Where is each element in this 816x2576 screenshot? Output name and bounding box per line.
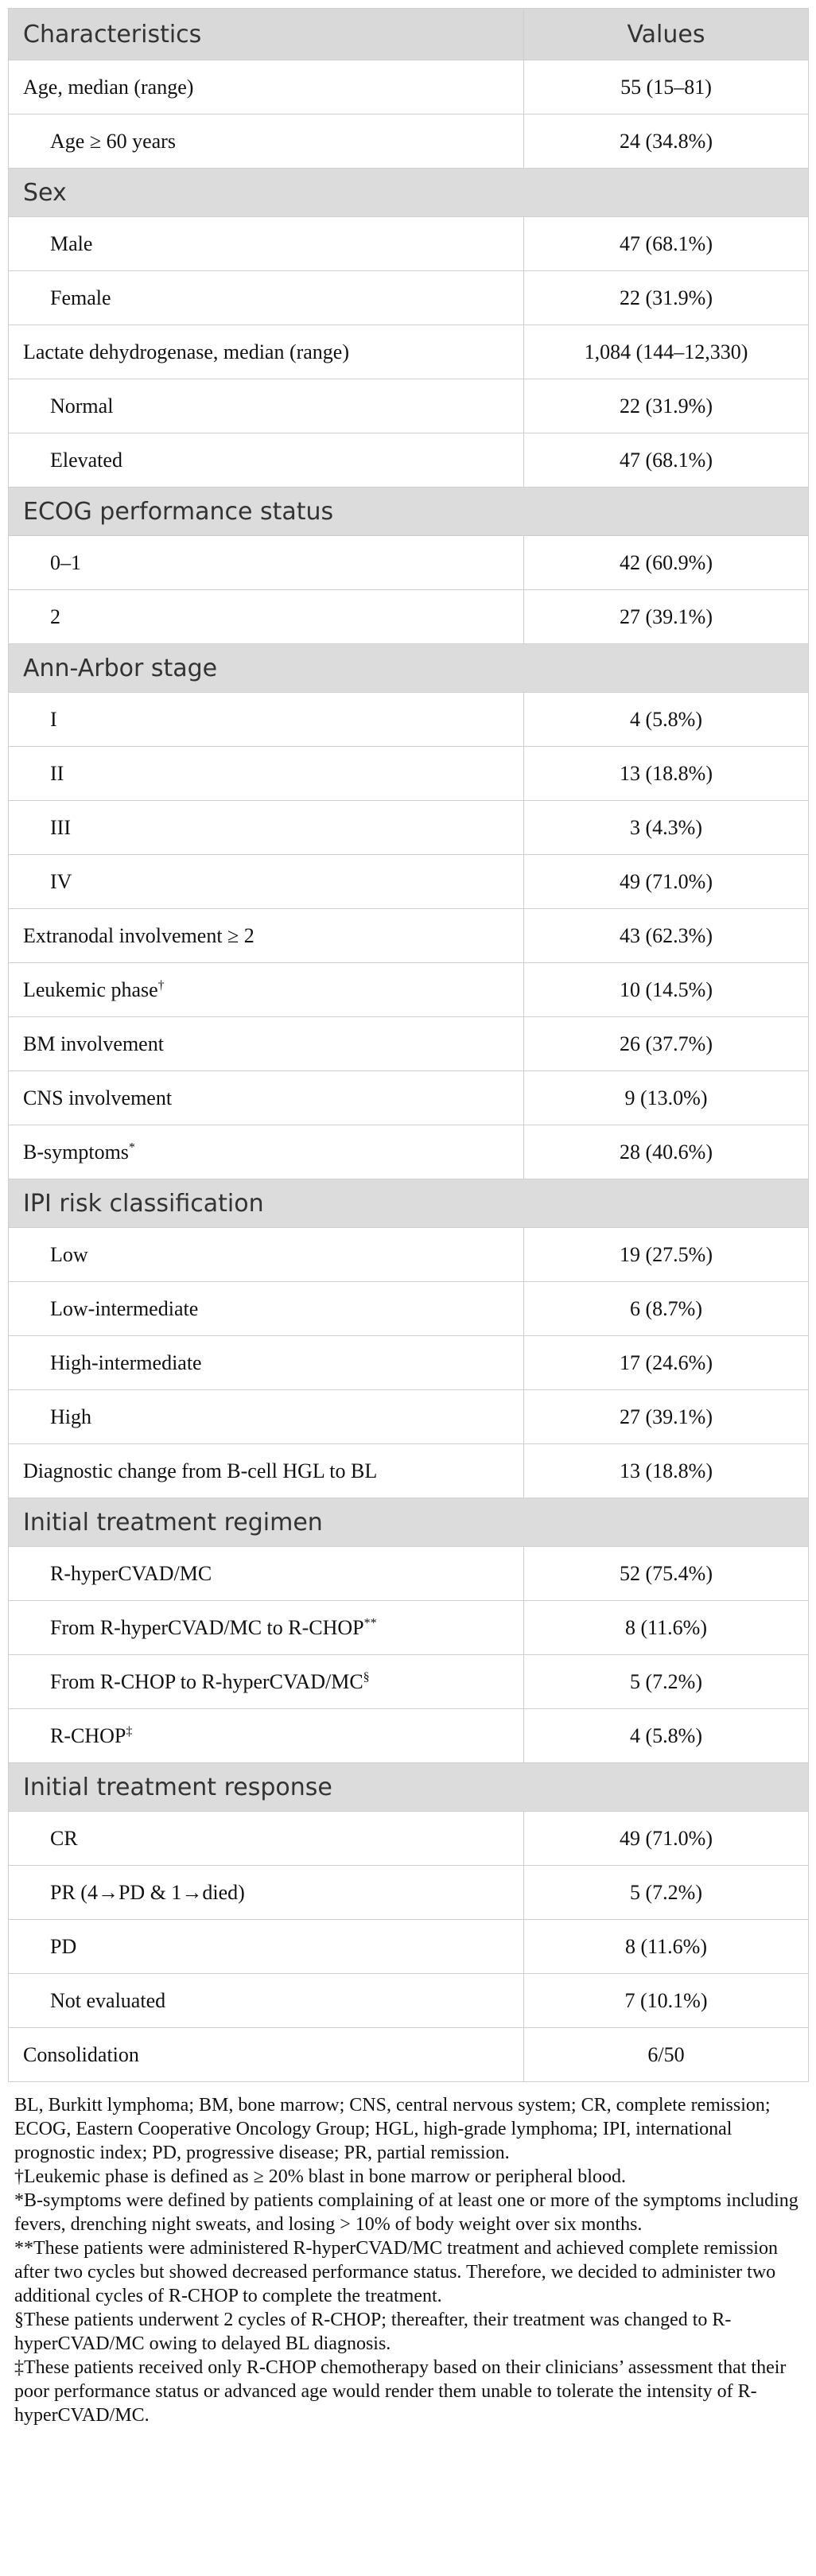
characteristic-label: Lactate dehydrogenase, median (range) — [23, 340, 350, 363]
table-row — [9, 801, 809, 855]
characteristic-cell — [9, 1071, 524, 1125]
section-header-label: Initial treatment response — [9, 1763, 809, 1812]
value-cell: 19 (27.5%) — [524, 1228, 809, 1282]
table-row — [9, 1655, 809, 1709]
section-header-row — [9, 1763, 809, 1812]
characteristic-label: Not evaluated — [50, 1988, 166, 2012]
footnote: †Leukemic phase is defined as ≥ 20% blast in bone marrow or peripheral blood. — [14, 2166, 626, 2187]
characteristic-cell — [9, 909, 524, 963]
table-row — [9, 1390, 809, 1444]
section-header-label: ECOG performance status — [9, 488, 809, 536]
characteristic-cell — [9, 963, 524, 1017]
value-cell: 42 (60.9%) — [524, 536, 809, 590]
table-row — [9, 1282, 809, 1336]
characteristic-cell — [9, 1282, 524, 1336]
table-row — [9, 693, 809, 747]
characteristic-label: CNS involvement — [23, 1086, 173, 1109]
characteristic-label: PD — [50, 1934, 77, 1958]
characteristic-cell — [9, 1017, 524, 1071]
characteristic-label: B-symptoms — [23, 1140, 129, 1164]
characteristic-cell — [9, 801, 524, 855]
value-cell: 26 (37.7%) — [524, 1017, 809, 1071]
value-cell: 10 (14.5%) — [524, 963, 809, 1017]
value-cell: 13 (18.8%) — [524, 747, 809, 801]
characteristic-cell — [9, 1444, 524, 1498]
characteristic-label: III — [50, 815, 71, 839]
section-header-row — [9, 644, 809, 693]
characteristic-label: 2 — [50, 604, 60, 628]
value-cell: 8 (11.6%) — [524, 1601, 809, 1655]
value-cell: 52 (75.4%) — [524, 1547, 809, 1601]
characteristic-cell — [9, 1390, 524, 1444]
value-cell: 43 (62.3%) — [524, 909, 809, 963]
characteristic-label: Consolidation — [23, 2042, 139, 2066]
characteristic-label: High — [50, 1405, 91, 1428]
characteristic-cell — [9, 1920, 524, 1974]
value-cell: 24 (34.8%) — [524, 115, 809, 169]
characteristic-cell — [9, 747, 524, 801]
value-cell: 5 (7.2%) — [524, 1655, 809, 1709]
value-cell: 17 (24.6%) — [524, 1336, 809, 1390]
characteristic-cell — [9, 1655, 524, 1709]
value-cell: 47 (68.1%) — [524, 217, 809, 271]
value-cell: 49 (71.0%) — [524, 855, 809, 909]
table-row — [9, 1017, 809, 1071]
value-cell: 49 (71.0%) — [524, 1812, 809, 1866]
table-row — [9, 1709, 809, 1763]
characteristic-cell — [9, 1228, 524, 1282]
characteristic-label: Male — [50, 231, 93, 255]
table-row — [9, 747, 809, 801]
footnote-marker: * — [128, 1140, 135, 1154]
characteristic-cell — [9, 536, 524, 590]
table-row — [9, 433, 809, 488]
characteristic-cell — [9, 271, 524, 325]
characteristic-cell — [9, 693, 524, 747]
characteristic-label: From R-CHOP to R-hyperCVAD/MC — [50, 1669, 363, 1693]
characteristic-cell — [9, 855, 524, 909]
value-cell: 6/50 — [524, 2028, 809, 2082]
footnote-marker: ** — [363, 1615, 377, 1630]
footnote: *B-symptoms were defined by patients complaining of at least one or more of the symptoms including fevers, drenching night sweats, and losing > 10% of body weight over six months. — [14, 2190, 799, 2235]
characteristic-label: Extranodal involvement ≥ 2 — [23, 923, 255, 947]
table-row — [9, 1920, 809, 1974]
characteristic-cell — [9, 1125, 524, 1179]
value-cell: 47 (68.1%) — [524, 433, 809, 488]
characteristic-cell — [9, 2028, 524, 2082]
table-row — [9, 115, 809, 169]
characteristic-label: Elevated — [50, 448, 122, 472]
characteristic-label: PR (4→PD & 1→died) — [50, 1880, 245, 1904]
value-cell: 4 (5.8%) — [524, 1709, 809, 1763]
value-cell: 1,084 (144–12,330) — [524, 325, 809, 379]
footnote: ‡These patients received only R-CHOP chemotherapy based on their clinicians’ assessment that their poor performance status or advanced age would render them unable to tolerate the intensity of R-hyperCVAD/MC. — [14, 2357, 787, 2426]
value-cell: 3 (4.3%) — [524, 801, 809, 855]
characteristic-label: II — [50, 761, 64, 785]
table-row — [9, 963, 809, 1017]
section-header-row — [9, 488, 809, 536]
table-row — [9, 1444, 809, 1498]
footnote: **These patients were administered R-hyperCVAD/MC treatment and achieved complete remission after two cycles but showed decreased performance status. Therefore, we decided to administer two additional cycles of R-CHOP to complete the treatment. — [14, 2238, 778, 2306]
footnote-marker: ‡ — [126, 1723, 133, 1738]
table-row — [9, 909, 809, 963]
table-row — [9, 2028, 809, 2082]
table-row — [9, 1228, 809, 1282]
characteristic-cell — [9, 1601, 524, 1655]
characteristic-label: I — [50, 707, 57, 731]
value-cell: 27 (39.1%) — [524, 1390, 809, 1444]
value-cell: 22 (31.9%) — [524, 379, 809, 433]
characteristic-label: 0–1 — [50, 550, 81, 574]
table-row — [9, 1866, 809, 1920]
table-row — [9, 1601, 809, 1655]
characteristic-label: Diagnostic change from B-cell HGL to BL — [23, 1459, 378, 1482]
table-row — [9, 1071, 809, 1125]
section-header-label: Initial treatment regimen — [9, 1498, 809, 1547]
characteristic-label: High-intermediate — [50, 1350, 202, 1374]
characteristic-cell — [9, 433, 524, 488]
value-cell: 13 (18.8%) — [524, 1444, 809, 1498]
characteristic-cell — [9, 590, 524, 644]
table-footnotes — [8, 2093, 808, 2427]
table-row — [9, 325, 809, 379]
section-header-row — [9, 169, 809, 217]
table-row — [9, 217, 809, 271]
section-header-row — [9, 1498, 809, 1547]
section-header-row — [9, 1179, 809, 1228]
characteristic-label: Leukemic phase — [23, 977, 158, 1001]
table-row — [9, 855, 809, 909]
table-row — [9, 1547, 809, 1601]
characteristic-cell — [9, 1336, 524, 1390]
value-cell: 9 (13.0%) — [524, 1071, 809, 1125]
footnote: BL, Burkitt lymphoma; BM, bone marrow; CNS, central nervous system; CR, complete remission; ECOG, Eastern Cooperative Oncology Group; HGL, high-grade lymphoma; IPI, international prognostic index; PD, progressive disease; PR, partial remission. — [14, 2095, 771, 2163]
table-row — [9, 1125, 809, 1179]
characteristic-cell — [9, 217, 524, 271]
characteristic-label: R-hyperCVAD/MC — [50, 1561, 212, 1585]
table-row — [9, 60, 809, 115]
footnote: §These patients underwent 2 cycles of R-CHOP; thereafter, their treatment was changed to R-hyperCVAD/MC owing to delayed BL diagnosis. — [14, 2310, 732, 2354]
characteristic-cell — [9, 1547, 524, 1601]
characteristic-label: BM involvement — [23, 1032, 164, 1055]
characteristics-table-container — [8, 8, 808, 2427]
characteristic-label: Low-intermediate — [50, 1296, 199, 1320]
value-cell: 5 (7.2%) — [524, 1866, 809, 1920]
value-cell: 27 (39.1%) — [524, 590, 809, 644]
characteristic-cell — [9, 115, 524, 169]
characteristic-label: R-CHOP — [50, 1723, 126, 1747]
table-body — [9, 60, 809, 2082]
characteristic-label: Low — [50, 1242, 88, 1266]
characteristic-cell — [9, 325, 524, 379]
table-row — [9, 1974, 809, 2028]
table-row — [9, 1336, 809, 1390]
table-row — [9, 1812, 809, 1866]
characteristic-cell — [9, 1866, 524, 1920]
characteristic-label: CR — [50, 1826, 78, 1850]
table-row — [9, 379, 809, 433]
section-header-label: Sex — [9, 169, 809, 217]
footnote-marker: † — [157, 977, 165, 992]
table-row — [9, 590, 809, 644]
column-header-values: Values — [524, 9, 809, 60]
value-cell: 55 (15–81) — [524, 60, 809, 115]
characteristic-label: Female — [50, 286, 111, 309]
column-header-characteristics: Characteristics — [9, 9, 524, 60]
characteristic-cell — [9, 1812, 524, 1866]
table-header — [9, 9, 809, 60]
table-row — [9, 536, 809, 590]
characteristic-label: Age ≥ 60 years — [50, 129, 176, 153]
value-cell: 28 (40.6%) — [524, 1125, 809, 1179]
value-cell: 8 (11.6%) — [524, 1920, 809, 1974]
characteristic-cell — [9, 379, 524, 433]
table-row — [9, 271, 809, 325]
characteristic-label: IV — [50, 869, 72, 893]
value-cell: 7 (10.1%) — [524, 1974, 809, 2028]
value-cell: 4 (5.8%) — [524, 693, 809, 747]
section-header-label: Ann-Arbor stage — [9, 644, 809, 693]
characteristic-label: Normal — [50, 394, 114, 418]
characteristics-table — [8, 8, 809, 2082]
characteristic-cell — [9, 1709, 524, 1763]
section-header-label: IPI risk classification — [9, 1179, 809, 1228]
footnote-marker: § — [363, 1669, 370, 1684]
value-cell: 6 (8.7%) — [524, 1282, 809, 1336]
characteristic-cell — [9, 60, 524, 115]
characteristic-cell — [9, 1974, 524, 2028]
characteristic-label: From R-hyperCVAD/MC to R-CHOP — [50, 1615, 364, 1639]
characteristic-label: Age, median (range) — [23, 75, 194, 99]
value-cell: 22 (31.9%) — [524, 271, 809, 325]
